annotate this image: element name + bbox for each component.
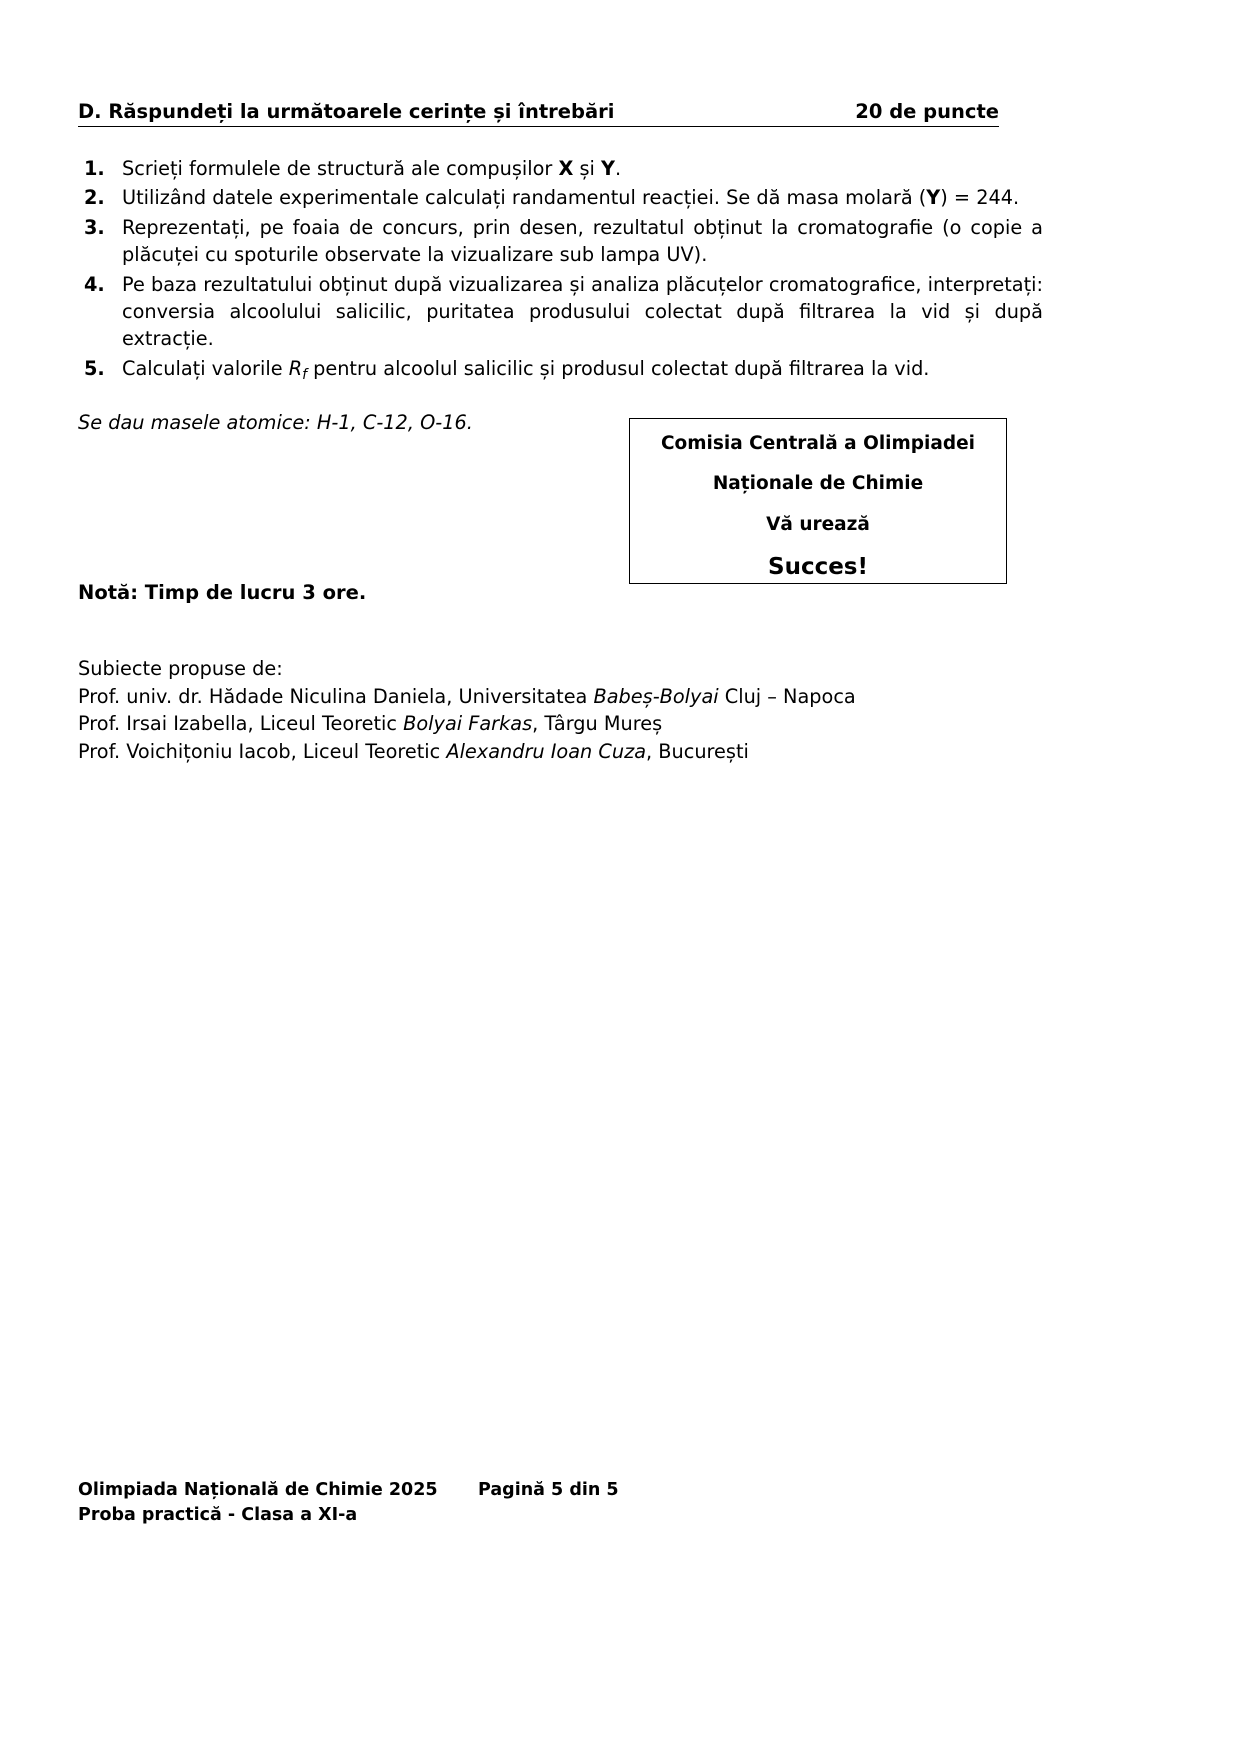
authors-block (78, 655, 856, 765)
section-title: D. Răspundeți la următoarele cerințe și întrebări (78, 100, 615, 123)
task-number: 2. (84, 186, 105, 210)
task-item-2 (78, 184, 1043, 211)
task-item-5 (78, 355, 1043, 386)
authors-heading: Subiecte propuse de: (78, 657, 283, 680)
author-item-3: Prof. Voichițoniu Iacob, Liceul Teoretic Alexandru Ioan Cuza, București (78, 739, 749, 763)
compound-x: X (558, 157, 574, 180)
task-item-4 (78, 271, 1043, 353)
footer-exam-title: Olimpiada Națională de Chimie 2025 (78, 1480, 438, 1500)
task-text: Reprezentați, pe foaia de concurs, prin desen, rezultatul obținut la cromatografie (o copie a plăcuței cu spoturile observate la vizualizare sub lampa UV). (122, 215, 1043, 267)
task-text: Utilizând datele experimentale calculați randamentul reacției. Se dă masa molară (Y) = 244. (122, 186, 1020, 210)
commission-succes: Succes! (768, 553, 868, 580)
rf-subscript: f (302, 366, 307, 383)
footer-page-number: Pagină 5 din 5 (478, 1480, 619, 1500)
task-number: 1. (84, 157, 105, 180)
compound-y: Y (600, 157, 615, 180)
section-points: 20 de puncte (855, 100, 999, 123)
page-footer (78, 1478, 619, 1529)
task-text: Scrieți formulele de structură ale compușilor X și Y. (122, 157, 622, 180)
task-number: 4. (84, 272, 105, 296)
commission-line-2: Naționale de Chimie (712, 473, 924, 495)
work-time-note: Notă: Timp de lucru 3 ore. (78, 581, 367, 604)
section-heading (78, 100, 999, 127)
task-text: Calculați valorile $R_f$ pentru alcoolul salicilic și produsul colectat după filtrarea la vid. (122, 356, 930, 383)
task-number: 3. (84, 215, 105, 239)
author-item-2: Prof. Irsai Izabella, Liceul Teoretic Bolyai Farkas, Târgu Mureș (78, 712, 663, 736)
author-item-1: Prof. univ. dr. Hădade Niculina Daniela, Universitatea Babeș-Bolyai Cluj – Napoca (78, 684, 856, 708)
atomic-masses-note: Se dau masele atomice: H-1, C-12, O-16. (78, 411, 473, 435)
commission-line-1: Comisia Centrală a Olimpiadei (660, 433, 975, 454)
footer-exam-subtitle: Proba practică - Clasa a XI-a (78, 1505, 358, 1526)
compound-y: Y (926, 186, 941, 210)
task-text: Pe baza rezultatului obținut după vizualizarea și analiza plăcuțelor cromatografice, interpretați: conversia alcoolului salicilic, puritatea produsului colectat după filtrarea la vid și după extracție. (122, 272, 1043, 351)
rf-symbol: R (288, 356, 303, 380)
commission-line-3: Vă urează (766, 513, 870, 535)
commission-box (629, 418, 1007, 584)
task-item-3 (78, 214, 1043, 269)
task-list (78, 155, 1043, 385)
task-item-1 (78, 155, 1043, 182)
task-number: 5. (84, 356, 105, 380)
